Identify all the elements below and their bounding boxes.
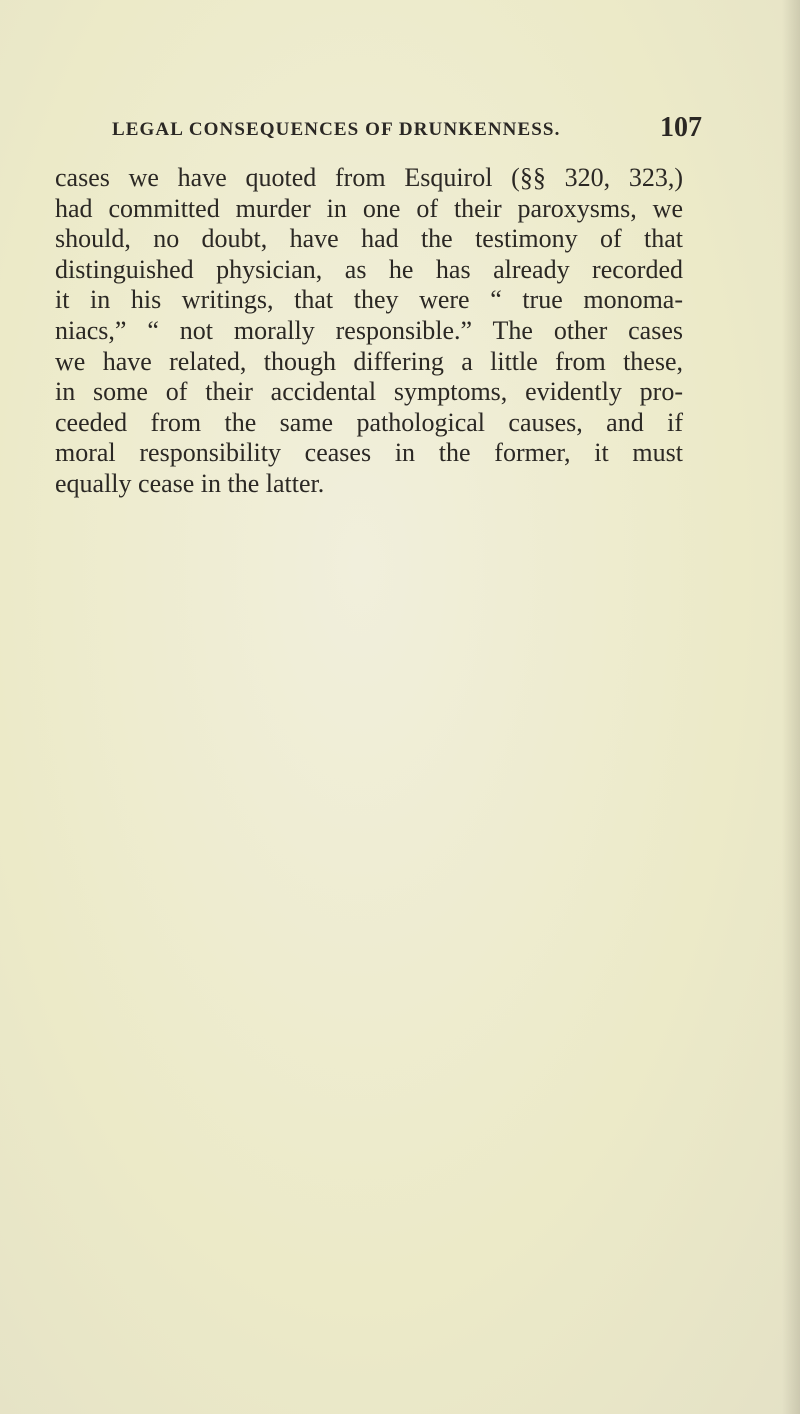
- page-edge-shadow: [782, 0, 800, 1414]
- page-number: 107: [660, 112, 702, 143]
- body-paragraph: [55, 163, 683, 500]
- text-line: distinguished physician, as he has already recorded: [55, 254, 683, 284]
- text-line: cases we have quoted from Esquirol (§§ 320, 323,): [55, 163, 683, 192]
- text-line: should, no doubt, have had the testimony of that: [55, 224, 683, 254]
- text-line: ceeded from the same pathological causes, and if: [55, 407, 683, 437]
- text-line: had committed murder in one of their paroxysms, we: [55, 193, 683, 223]
- text-line: it in his writings, that they were “ true monoma-: [55, 285, 683, 315]
- text-line: equally cease in the latter.: [55, 468, 325, 498]
- running-head: [112, 112, 702, 148]
- text-line: moral responsibility ceases in the former, it must: [55, 438, 683, 468]
- text-line: niacs,” “ not morally responsible.” The other cases: [55, 315, 683, 345]
- text-line: we have related, though differing a little from these,: [55, 346, 683, 376]
- text-line: in some of their accidental symptoms, evidently pro-: [55, 377, 683, 407]
- running-title: LEGAL CONSEQUENCES OF DRUNKENNESS.: [112, 119, 561, 140]
